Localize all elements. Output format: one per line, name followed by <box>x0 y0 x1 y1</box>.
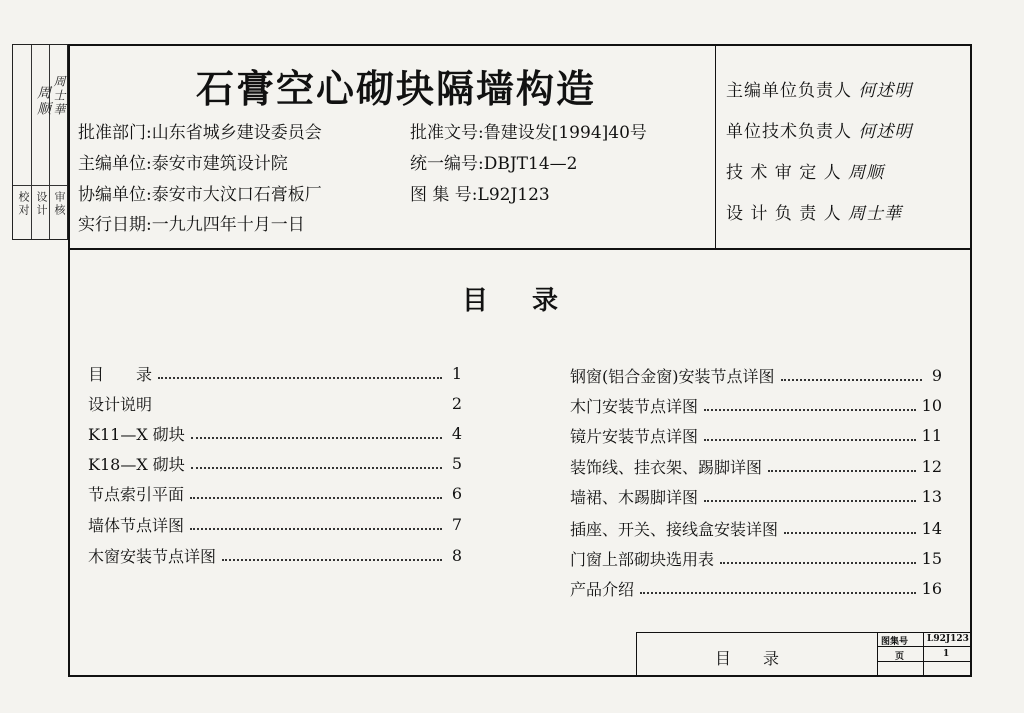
toc-entry-page: 16 <box>921 578 942 598</box>
toc-entry-page: 10 <box>921 395 942 415</box>
side-signature-0: 周顺 <box>35 85 51 117</box>
info-label: 图 集 号: <box>410 185 478 205</box>
toc-entry-page: 4 <box>451 423 462 443</box>
toc-entry <box>88 544 462 566</box>
leader-space <box>158 397 442 409</box>
toc-entry-label: 木门安装节点详图 <box>570 396 699 416</box>
toc-entry-label: 设计说明 <box>88 394 153 414</box>
toc-entry-page: 5 <box>451 453 462 473</box>
leader-dots <box>704 490 916 502</box>
info-unified-no <box>410 149 577 174</box>
leader-dots <box>191 457 442 469</box>
toc-entry <box>88 452 462 474</box>
info-chief-unit <box>78 149 288 174</box>
leader-dots <box>781 369 923 381</box>
toc-entry-page: 2 <box>451 393 462 413</box>
toc-entry-page: 11 <box>921 425 942 445</box>
toc-entry-label: 产品介绍 <box>570 579 635 599</box>
responsible-technical <box>726 117 912 142</box>
toc-entry-page: 7 <box>451 514 462 534</box>
leader-dots <box>158 367 442 379</box>
toc-entry-page: 9 <box>931 365 942 385</box>
responsible-role: 技 术 审 定 人 <box>726 163 842 183</box>
toc-entry-label: 镜片安装节点详图 <box>570 426 699 446</box>
toc-entry-label: 墙体节点详图 <box>88 515 185 535</box>
responsible-designer <box>726 199 902 224</box>
info-label: 统一编号: <box>410 154 484 174</box>
header-divider <box>715 44 716 248</box>
responsible-role: 主编单位负责人 <box>726 81 852 101</box>
info-value: 泰安市建筑设计院 <box>151 154 288 174</box>
info-approval-no <box>410 118 647 143</box>
leader-dots <box>784 522 916 534</box>
toc-entry-page: 14 <box>921 518 942 538</box>
info-label: 主编单位: <box>78 154 152 174</box>
toc-entry <box>88 392 462 414</box>
toc-entry <box>570 547 942 569</box>
toc-entry-page: 15 <box>921 548 942 568</box>
info-value: DBJT14—2 <box>483 154 578 174</box>
toc-entry <box>88 422 462 444</box>
responsible-chief <box>726 76 912 101</box>
leader-dots <box>191 427 442 439</box>
toc-entry-label: 节点索引平面 <box>88 484 185 504</box>
toc-entry <box>570 455 942 477</box>
side-label-1: 设计 <box>35 191 48 217</box>
toc-entry-label: 钢窗(铝合金窗)安装节点详图 <box>570 366 775 386</box>
toc-entry-label: 插座、开关、接线盒安装详图 <box>570 519 779 539</box>
toc-entry-label: K11—X 砌块 <box>88 424 185 444</box>
leader-dots <box>768 460 916 472</box>
info-value: 山东省城乡建设委员会 <box>151 123 322 143</box>
info-effective-date <box>78 210 305 235</box>
handwritten-signature: 何述明 <box>858 81 913 101</box>
toc-entry-page: 12 <box>921 456 942 476</box>
leader-dots <box>704 399 916 411</box>
toc-heading: 目录 <box>462 286 603 316</box>
toc-entry <box>570 485 942 507</box>
toc-entry-page: 8 <box>451 545 462 565</box>
info-label: 批准文号: <box>410 123 484 143</box>
info-approval-dept <box>78 118 322 143</box>
toc-entry-page: 1 <box>451 363 462 383</box>
toc-entry <box>570 394 942 416</box>
info-label: 批准部门: <box>78 123 152 143</box>
handwritten-signature: 周士華 <box>848 204 903 224</box>
side-label-2: 审核 <box>53 191 66 217</box>
info-co-unit <box>78 180 322 205</box>
side-label-0: 校对 <box>17 191 30 217</box>
toc-entry <box>570 424 942 446</box>
title-block-name: 目 录 <box>715 649 780 668</box>
info-label: 协编单位: <box>78 185 152 205</box>
page-value: 1 <box>943 649 950 659</box>
atlas-title: 石膏空心砌块隔墙构造 <box>196 66 597 111</box>
toc-entry <box>88 362 462 384</box>
toc-entry-label: 装饰线、挂衣架、踢脚详图 <box>570 457 763 477</box>
toc-entry <box>570 577 942 599</box>
side-signature-1: 周士華 <box>52 75 66 117</box>
toc-entry-page: 13 <box>921 486 942 506</box>
toc-entry-label: 目 录 <box>88 364 153 384</box>
atlas-no-label: 图集号 <box>881 637 909 647</box>
toc-entry-label: 木窗安装节点详图 <box>88 546 217 566</box>
toc-entry <box>88 482 462 504</box>
toc-entry-label: K18—X 砌块 <box>88 454 185 474</box>
info-value: 泰安市大汶口石膏板厂 <box>151 185 322 205</box>
leader-dots <box>640 582 916 594</box>
info-value: L92J123 <box>477 185 550 205</box>
toc-entry-label: 门窗上部砌块选用表 <box>570 549 715 569</box>
toc-entry <box>570 364 942 386</box>
info-value: 鲁建设发[1994]40号 <box>483 123 647 143</box>
leader-dots <box>190 518 442 530</box>
handwritten-signature: 周顺 <box>848 163 885 183</box>
leader-dots <box>720 552 916 564</box>
toc-entry <box>570 517 942 539</box>
info-value: 一九九四年十月一日 <box>151 215 305 235</box>
info-label: 实行日期: <box>78 215 152 235</box>
toc-entry-page: 6 <box>451 483 462 503</box>
header-bottom-line <box>68 248 972 250</box>
leader-dots <box>190 487 442 499</box>
title-block <box>636 632 972 677</box>
leader-dots <box>704 429 916 441</box>
toc-entry-label: 墙裙、木踢脚详图 <box>570 487 699 507</box>
page-label: 页 <box>895 652 905 662</box>
handwritten-signature: 何述明 <box>858 122 913 142</box>
leader-dots <box>222 549 442 561</box>
info-atlas-no <box>410 180 550 205</box>
side-signature-stamp <box>12 44 68 240</box>
responsible-reviewer <box>726 158 884 183</box>
atlas-no-value: L92J123 <box>927 634 969 644</box>
responsible-role: 设 计 负 责 人 <box>726 204 842 224</box>
toc-entry <box>88 513 462 535</box>
responsible-role: 单位技术负责人 <box>726 122 852 142</box>
